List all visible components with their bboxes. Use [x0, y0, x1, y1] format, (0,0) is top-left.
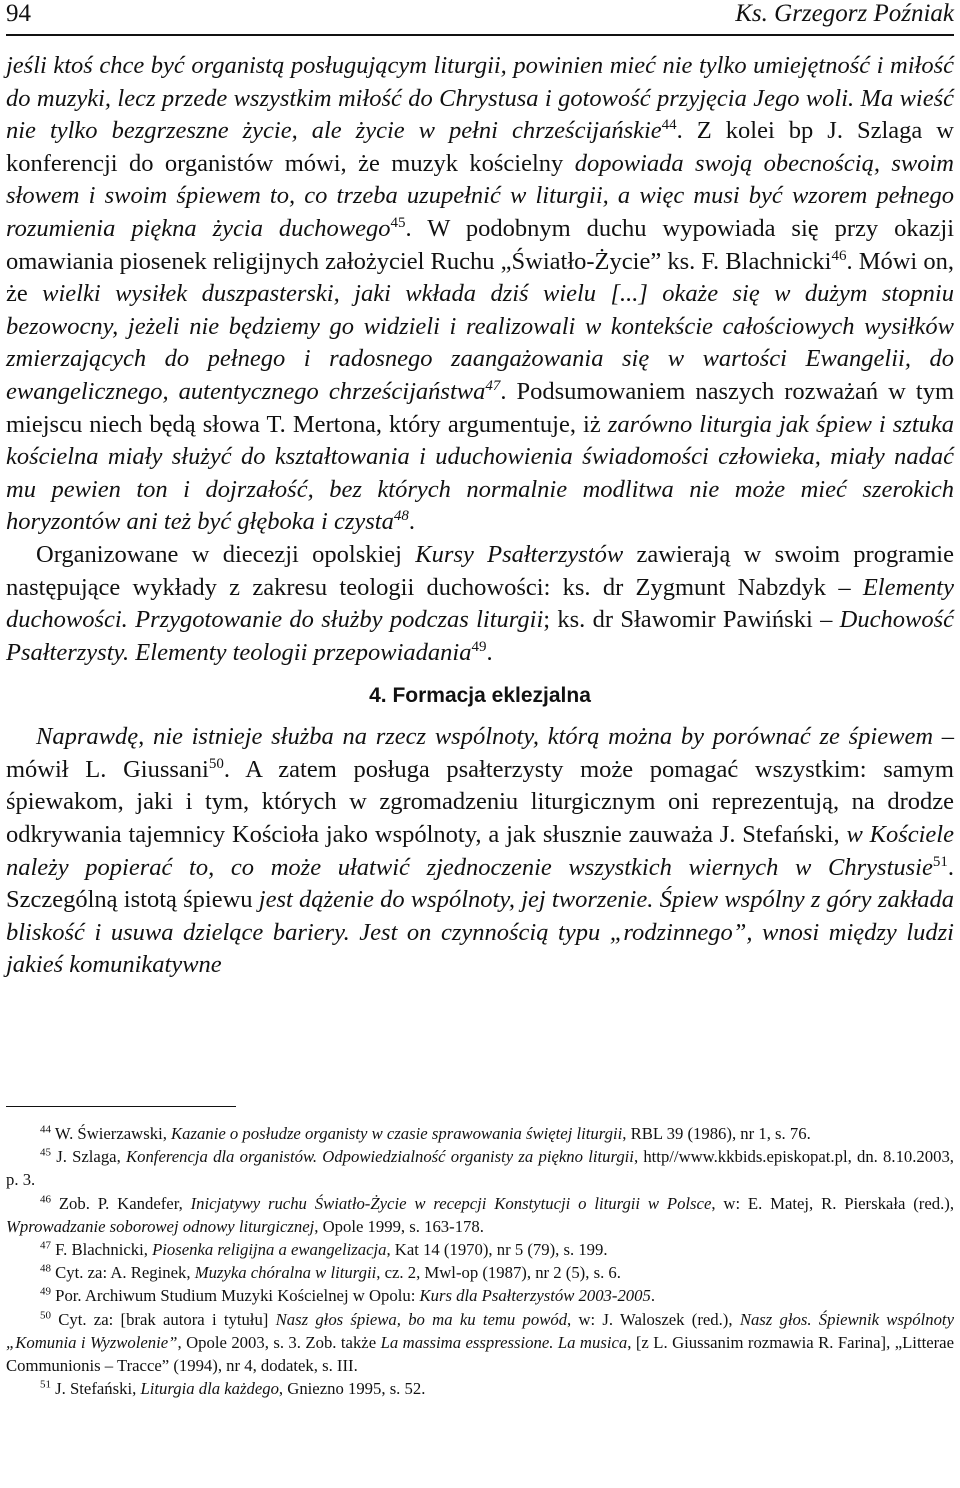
footnote-text: J. Stefański,: [51, 1379, 141, 1399]
quote-text: jeśli ktoś chce być organistą posługującym liturgii, powinien mieć nie tylko umiejętność i miłość do muzyki, lecz przede wszystkim miłość do Chrystusa i gotowość przyjęcia Jego woli. Ma wieść nie tylko bezgrzeszne życie, ale życie w pełni chrześcijańskie: [6, 52, 954, 145]
footnote-number: 49: [40, 1285, 51, 1298]
footnote-text: Zob. P. Kandefer,: [51, 1193, 191, 1213]
footnote-ref-49[interactable]: 49: [471, 638, 487, 655]
footnote-50: [6, 1308, 954, 1378]
section-heading: 4. Formacja eklezjalna: [369, 684, 591, 708]
footnote-47: [6, 1238, 954, 1261]
page-number: 94: [6, 0, 31, 27]
quote-text: Naprawdę, nie istnieje służba na rzecz wspólnoty, którą można by porównać ze śpiewem: [36, 723, 934, 751]
footnotes: [6, 1122, 954, 1400]
footnote-ref-44[interactable]: 44: [661, 117, 677, 134]
body-span: .: [486, 638, 493, 666]
footnote-title: Wprowadzanie soborowej odnowy liturgicznej: [6, 1216, 315, 1236]
quote-text: zarówno liturgia jak śpiew i sztuka kościelna miały służyć do kształtowania i uduchowienia świadomości człowieka, miały nadać mu pewien ton i dojrzałość, bez których normalnie modlitwa nie może mieć szerokich horyzontów ani też być głęboka i czysta: [6, 410, 955, 536]
title-text: Duchowość Psałterzysty. Elementy teologii przepowiadania: [6, 606, 954, 666]
paragraph-3: [6, 721, 954, 982]
title-text: Elementy duchowości. Przygotowanie do służby podczas liturgii: [6, 573, 954, 634]
body-span: – mówił L. Giussani: [6, 723, 955, 783]
body-span: . Podsumowaniem naszych rozważań w tym miejscu niech będą słowa T. Mertona, który argumentuje, iż: [6, 377, 954, 438]
footnote-text: Cyt. za: A. Reginek,: [51, 1263, 195, 1283]
quote-text: wielki wysiłek duszpasterski, jaki wkłada dziś wielu [...] okaże się w dużym stopniu bezowocny, jeżeli nie będziemy go widzieli i realizowali w kontekście całościowych wysiłków zmierzających do pełnego i radosnego zaangażowania się w wartości Ewangelii, do ewangelicznego, autentycznego chrześcijaństwa: [6, 280, 954, 405]
footnote-number: 46: [40, 1193, 51, 1206]
footnote-title: La massima esspressione. La musica: [380, 1332, 628, 1352]
footnote-title: Nasz głos śpiewa, bo ma ku temu powód: [275, 1309, 568, 1329]
footnote-text: , w: J. Waloszek (red.),: [567, 1309, 740, 1329]
footnote-number: 44: [40, 1123, 51, 1136]
quote-text: jest dążenie do wspólnoty, jej tworzenie. Śpiew wspólny z góry zakłada bliskość i usuwa dzielące bariery. Jest on czynnością typu „rodzinnego”, wnosi między ludzi jakieś komunikatywne: [6, 886, 955, 979]
body-span: zawierają w swoim programie następujące wykłady z zakresu teologii duchowości: ks. dr Zygmunt Nabzdyk –: [6, 540, 954, 601]
footnote-text: .: [650, 1286, 656, 1306]
footnote-separator: [6, 1106, 236, 1107]
footnote-text: W. Świerzawski,: [51, 1124, 172, 1143]
body-span: . A zatem posługa psałterzysty może pomagać wszystkim: samym śpiewakom, jaki i tym, których w zgromadzeniu liturgicznym oni reprezentują, na drodze odkrywania tajemnicy Kościoła jako wspólnoty, a jak słusznie zauważa J. Stefański,: [6, 755, 954, 849]
footnote-49: [6, 1284, 954, 1307]
footnote-title: Muzyka chóralna w liturgii: [194, 1263, 377, 1283]
footnote-ref-46[interactable]: 46: [831, 247, 847, 264]
footnote-48: [6, 1261, 954, 1284]
footnote-51: [6, 1377, 954, 1400]
footnote-number: 51: [40, 1378, 51, 1391]
paragraph-2: [6, 539, 954, 669]
footnote-text: , Opole 2003, s. 3. Zob. także: [177, 1332, 381, 1352]
footnote-title: Liturgia dla każdego: [140, 1379, 279, 1399]
footnote-46: [6, 1192, 954, 1238]
footnote-number: 45: [40, 1146, 51, 1159]
footnote-text: , Gniezno 1995, s. 52.: [278, 1379, 426, 1399]
body-span: . Mówi on, że: [6, 247, 954, 308]
running-head-author: Ks. Grzegorz Poźniak: [735, 0, 954, 27]
body-text: [6, 50, 954, 982]
body-span: . Z kolei bp J. Szlaga w konferencji do organistów mówi, że muzyk kościelny: [6, 117, 954, 177]
page-header: [6, 0, 954, 36]
footnote-text: F. Blachnicki,: [51, 1240, 153, 1260]
footnote-number: 50: [40, 1309, 51, 1322]
footnote-ref-48[interactable]: 48: [393, 508, 409, 525]
footnote-number: 48: [40, 1262, 51, 1275]
footnote-ref-47[interactable]: 47: [485, 377, 501, 394]
footnote-title: Inicjatywy ruchu Światło-Życie w recepcji Konstytucji o liturgii w Polsce: [190, 1193, 712, 1213]
footnote-title: Konferencja dla organistów. Odpowiedzialność organisty za piękno liturgii: [125, 1147, 634, 1167]
footnote-text: , http//www.kkbids.episkopat.pl, dn. 8.10.2003, p. 3.: [6, 1147, 954, 1190]
quote-text: dopowiada swoją obecnością, swoim słowem i swoim śpiewem to, co trzeba uzupełnić w liturgii, a więc musi być wzorem pełnego rozumienia piękna życia duchowego: [6, 149, 954, 242]
footnote-title: Piosenka religijna a ewangelizacja: [152, 1240, 387, 1260]
footnote-text: , cz. 2, Mwl-op (1987), nr 2 (5), s. 6.: [376, 1263, 621, 1283]
footnote-45: [6, 1145, 954, 1191]
footnote-text: , RBL 39 (1986), nr 1, s. 76.: [622, 1124, 811, 1143]
body-span: ; ks. dr Sławomir Pawiński –: [543, 606, 840, 634]
footnote-number: 47: [40, 1239, 51, 1252]
footnote-text: , [z L. Giussanim rozmawia R. Farina], „Litterae Communionis – Tracce” (1994), nr 4, dodatek, s. III.: [6, 1332, 954, 1376]
body-span: .: [408, 508, 415, 536]
footnote-ref-51[interactable]: 51: [932, 853, 948, 870]
footnote-title: Kurs dla Psałterzystów 2003-2005: [419, 1286, 651, 1306]
footnote-text: J. Szlaga,: [51, 1147, 126, 1167]
body-span: . W podobnym duchu wypowiada się przy okazji omawiania piosenek religijnych założyciel Ruchu „Światło-Życie” ks. F. Blachnicki: [6, 214, 954, 275]
footnote-text: Cyt. za: [brak autora i tytułu]: [51, 1309, 276, 1329]
footnote-44: [6, 1122, 954, 1145]
footnote-title: Nasz głos. Śpiewnik wspólnoty „Komunia i Wyzwolenie”: [6, 1309, 954, 1352]
footnote-text: , Opole 1999, s. 163-178.: [314, 1216, 484, 1236]
body-span: Organizowane w diecezji opolskiej: [36, 540, 416, 568]
footnote-text: , w: E. Matej, R. Pierskała (red.),: [711, 1193, 954, 1213]
footnote-ref-45[interactable]: 45: [390, 214, 406, 231]
body-span: . Szczególną istotą śpiewu: [6, 853, 954, 914]
footnote-text: , Kat 14 (1970), nr 5 (79), s. 199.: [386, 1240, 608, 1260]
footnote-title: Kazanie o posłudze organisty w czasie sprawowania świętej liturgii: [171, 1124, 623, 1143]
footnote-ref-50[interactable]: 50: [208, 755, 224, 772]
quote-text: w Kościele należy popierać to, co może ułatwić zjednoczenie wszystkich wiernych w Chrystusie: [6, 821, 954, 881]
paragraph-1: [6, 50, 954, 539]
title-text: Kursy Psałterzystów: [415, 540, 624, 568]
footnote-text: Por. Archiwum Studium Muzyki Kościelnej w Opolu:: [51, 1286, 420, 1306]
